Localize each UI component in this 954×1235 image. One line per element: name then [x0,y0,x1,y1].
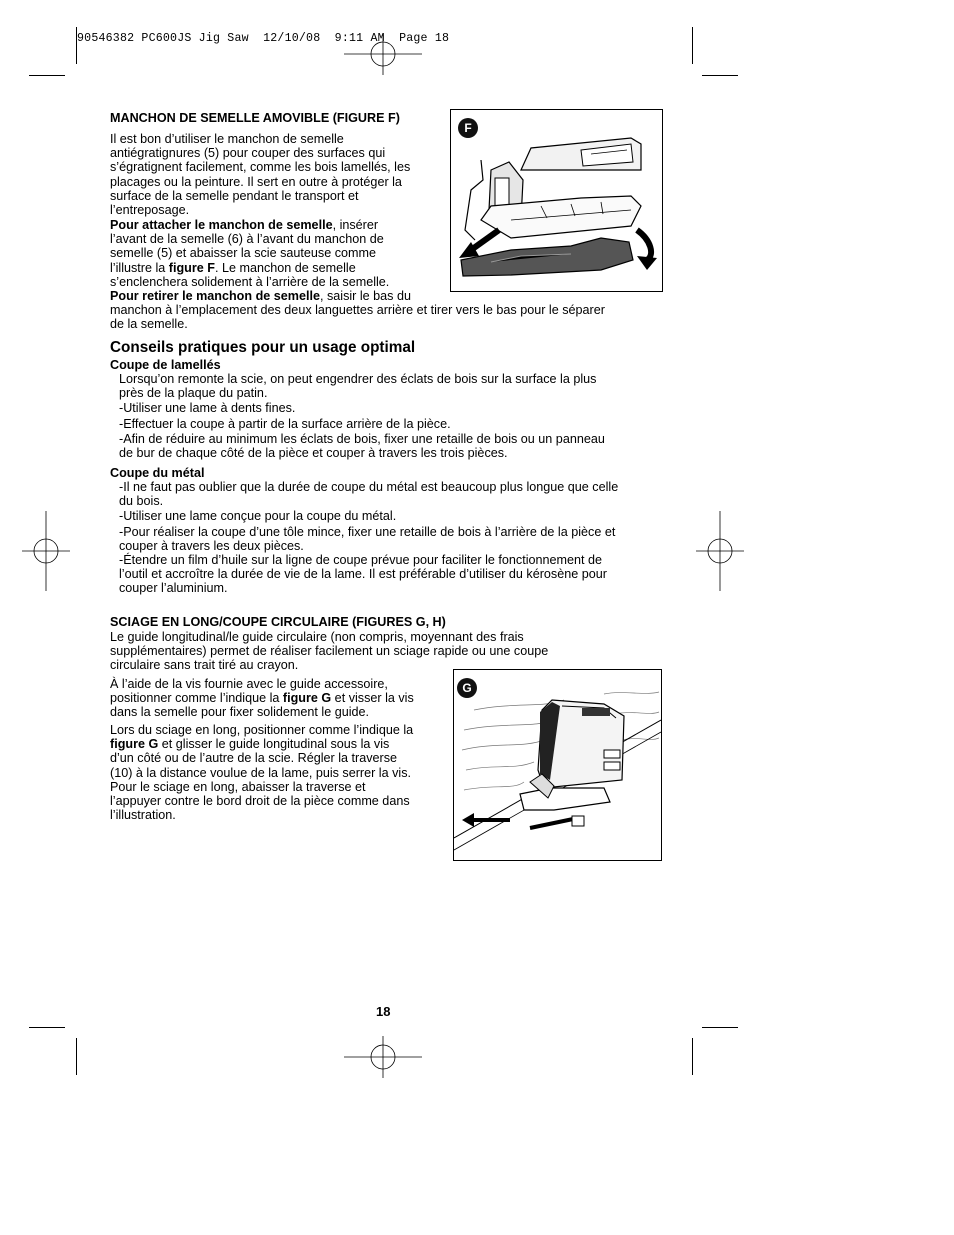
text-line: du bois. [119,494,164,509]
text-line: Pour le sciage en long, abaisser la traverse et [110,779,366,794]
text-line: couper à travers les deux pièces. [119,538,304,553]
figure-reference: figure F [168,260,215,275]
list-item: -Pour réaliser la coupe d’une tôle mince, fixer une retaille de bois à l’arrière de la pièce et [119,524,616,539]
jigsaw-sole-illustration [451,110,662,291]
subheading-metal: Coupe du métal [110,466,205,480]
section-heading-sole-sleeve: MANCHON DE SEMELLE AMOVIBLE (FIGURE F) [110,111,400,125]
text-line: Lors du sciage en long, positionner comme l’indique la [110,723,414,737]
text-line: dans la semelle pour fixer solidement le guide. [110,705,370,720]
text-line: l’entreposage. [110,203,190,218]
crop-mark [76,1038,77,1075]
text-line: surface de la semelle pendant le transport et [110,188,359,203]
section-heading-tips: Conseils pratiques pour un usage optimal [110,339,416,356]
registration-mark-bottom [344,1036,422,1078]
crop-mark [702,1027,738,1028]
text-line: l’illustre la figure F. Le manchon de semelle [110,260,356,275]
list-item: -Utiliser une lame conçue pour la coupe du métal. [119,509,397,524]
text-line: (10) à la distance voulue de la lame, puis serrer la vis. [110,765,411,780]
sole-sleeve-intro [110,132,450,217]
section-heading-rip-cutting: SCIAGE EN LONG/COUPE CIRCULAIRE (FIGURES G, H) [110,615,446,629]
crop-mark [692,27,693,64]
remove-instructions [110,289,670,332]
text-line: positionner comme l’indique la figure G et visser la vis [110,691,414,706]
text-line: d’un côté ou de l’autre de la scie. Régler la traverse [110,751,398,766]
text-line: couper l’aluminium. [119,581,228,596]
figure-label-badge: G [457,678,477,698]
metal-text [119,480,664,596]
text-line: semelle (5) et abaisser la scie sauteuse comme [110,246,376,261]
bold-term: Pour retirer le manchon de semelle [110,289,320,303]
text-line: Lorsqu’on remonte la scie, on peut engendrer des éclats de bois sur la surface la plus [119,372,597,386]
attach-instructions [110,218,450,289]
figure-label-badge: F [458,118,478,138]
list-item: -Il ne faut pas oublier que la durée de coupe du métal est beaucoup plus longue que celle [119,480,619,494]
text-line: circulaire sans trait tiré au crayon. [110,658,299,673]
list-item: -Étendre un film d’huile sur la ligne de coupe prévue pour faciliter le fonctionnement de [119,553,603,568]
figure-g [453,669,662,861]
figure-reference: figure G [110,737,159,752]
text-line: À l’aide de la vis fournie avec le guide accessoire, [110,677,388,691]
text-line: l’avant de la semelle (6) à l’avant du manchon de [110,232,384,247]
registration-mark-left [22,511,70,591]
text-line: l’outil et accroître la durée de vie de la lame. Il est préférable d’utiliser du kérosène pour [119,567,607,582]
text-line: près de la plaque du patin. [119,386,268,401]
text-line: Pour attacher le manchon de semelle, insérer [110,218,379,232]
figure-f [450,109,663,292]
text-line: l’appuyer contre le bord droit de la pièce comme dans [110,794,410,809]
text-line: l’illustration. [110,808,176,823]
crop-mark [702,75,738,76]
rip-guide-illustration [454,670,661,860]
print-slug: 90546382 PC600JS Jig Saw 12/10/08 9:11 AM Page 18 [77,32,450,45]
subheading-laminates: Coupe de lamellés [110,358,221,372]
text-line: Le guide longitudinal/le guide circulaire (non compris, moyennant des frais [110,630,524,644]
crop-mark [29,75,65,76]
text-line: manchon à l’emplacement des deux languettes arrière et tirer vers le bas pour le séparer [110,303,605,318]
bold-term: Pour attacher le manchon de semelle [110,218,333,232]
guide-screw-text [110,677,455,720]
rip-intro [110,630,655,673]
text-line: supplémentaires) permet de réaliser facilement un sciage rapide ou une coupe [110,644,549,659]
crop-mark [29,1027,65,1028]
text-line: Pour retirer le manchon de semelle, saisir le bas du [110,289,411,303]
laminates-text [119,372,664,460]
crop-mark [692,1038,693,1075]
list-item: -Effectuer la coupe à partir de la surface arrière de la pièce. [119,416,451,431]
page-number: 18 [376,1004,391,1019]
text-line: de la semelle. [110,317,188,332]
text-line: figure G et glisser le guide longitudinal sous la vis [110,737,390,752]
text-line: Il est bon d’utiliser le manchon de semelle [110,132,344,146]
text-line: s’enclenchera solidement à l’arrière de la semelle. [110,274,390,289]
text-line: s’égratignent facilement, comme les bois lamellés, les [110,160,411,175]
list-item: -Afin de réduire au minimum les éclats de bois, fixer une retaille de bois ou un panneau [119,431,605,446]
list-item: -Utiliser une lame à dents fines. [119,401,296,416]
text-line: antiégratignures (5) pour couper des surfaces qui [110,146,386,161]
text-line: de bur de chaque côté de la pièce et couper à travers les trois pièces. [119,446,508,461]
text-line: placages ou la peinture. Il sert en outre à protéger la [110,174,402,189]
registration-mark-right [696,511,744,591]
figure-reference: figure G [282,691,332,706]
rip-cut-text [110,723,455,822]
